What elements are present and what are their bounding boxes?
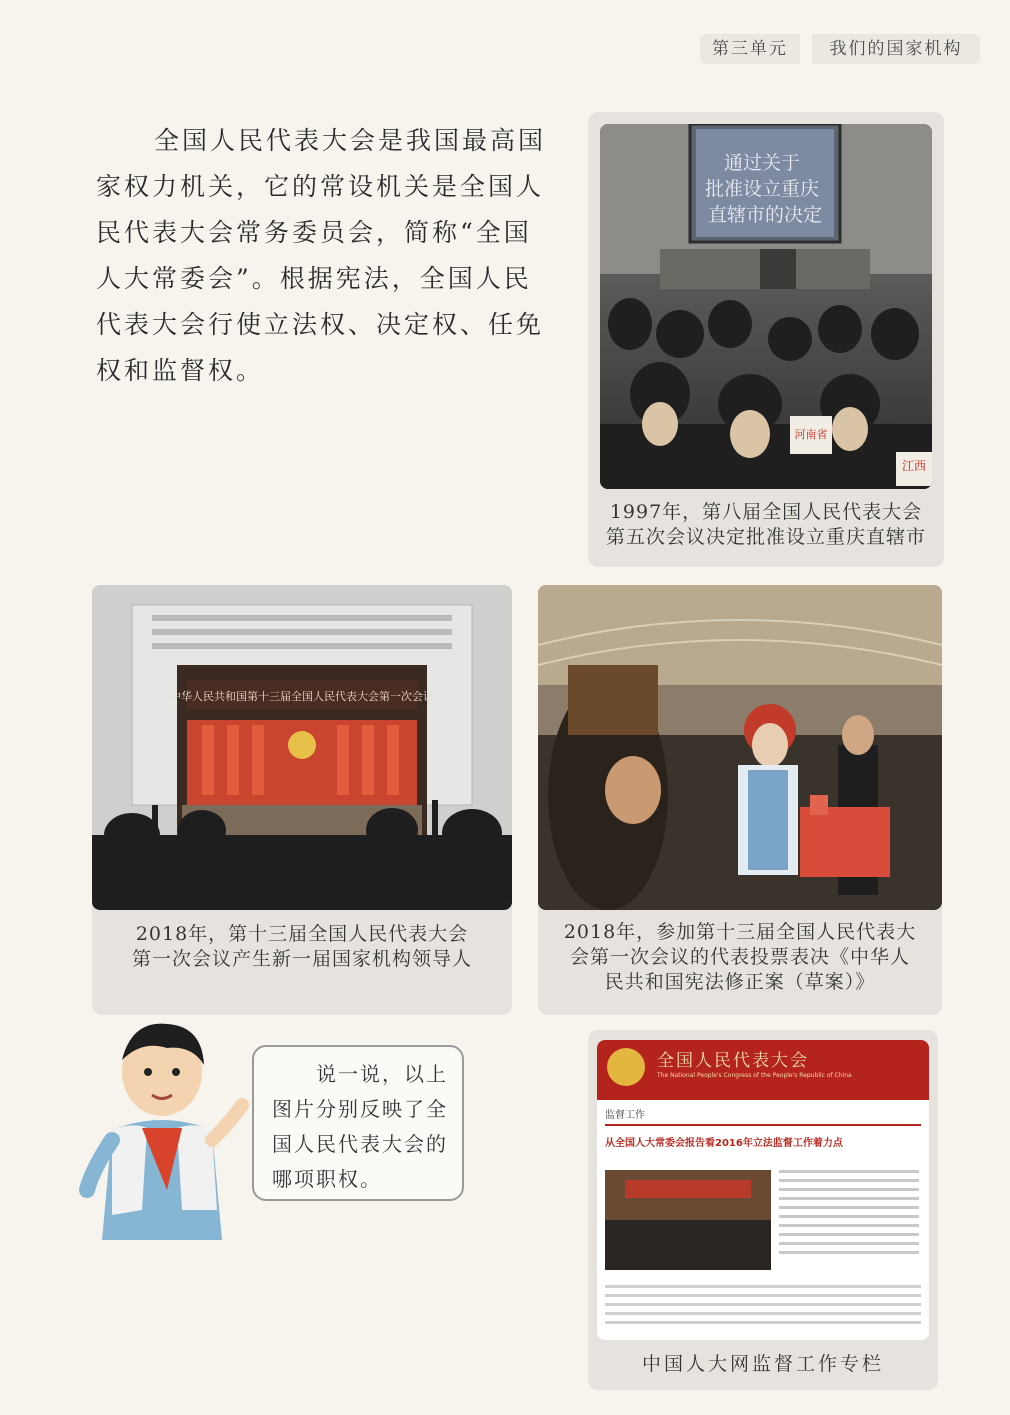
caption-2018-hall xyxy=(94,922,510,972)
article-thumbnail xyxy=(605,1170,771,1270)
site-header xyxy=(597,1040,929,1100)
site-subtitle: The National People's Congress of the People's Republic of China xyxy=(657,1072,852,1079)
student-illustration xyxy=(72,1010,252,1245)
npc-website-screenshot xyxy=(597,1040,929,1340)
photo-2018-hall xyxy=(92,585,512,910)
speech-bubble xyxy=(252,1045,464,1201)
section-title: 监督工作 xyxy=(605,1106,921,1126)
site-title: 全国人民代表大会 xyxy=(657,1051,809,1071)
chapter-title: 我们的国家机构 xyxy=(812,34,980,64)
site-emblem-icon xyxy=(607,1048,645,1086)
screen-text: 通过关于 批准设立重庆 直辖市的决定 xyxy=(704,152,823,226)
caption-2018-vote-line1: 2018年，参加第十三届全国人民代表大 xyxy=(563,921,917,943)
hall-banner: 中华人民共和国第十三届全国人民代表大会第一次会议 xyxy=(170,690,434,703)
caption-1997-line1: 1997年，第八届全国人民代表大会 xyxy=(609,501,923,523)
article-list-bottom xyxy=(605,1285,921,1330)
caption-2018-vote-line3: 民共和国宪法修正案（草案）》 xyxy=(604,971,876,993)
photo-2018-hall-illustration xyxy=(92,585,512,910)
boy-figure-icon xyxy=(72,1010,252,1245)
caption-website: 中国人大网监督工作专栏 xyxy=(641,1353,884,1375)
photo-1997-illustration xyxy=(600,124,932,489)
caption-2018-vote xyxy=(540,920,940,995)
sign-henan: 河南省 xyxy=(794,428,828,441)
intro-paragraph: 全国人民代表大会是我国最高国家权力机关，它的常设机关是全国人民代表大会常务委员会，简称“全国人大常委会”。根据宪法，全国人民代表大会行使立法权、决定权、任免权和监督权。 xyxy=(96,126,547,385)
sign-jiangxi: 江西 xyxy=(901,459,927,473)
caption-2018-vote-line2: 会第一次会议的代表投票表决《中华人 xyxy=(569,946,910,968)
unit-label: 第三单元 xyxy=(700,34,800,64)
caption-2018-hall-line1: 2018年，第十三届全国人民代表大会 xyxy=(135,923,469,945)
caption-2018-hall-line2: 第一次会议产生新一届国家机构领导人 xyxy=(131,948,472,970)
caption-1997-line2: 第五次会议决定批准设立重庆直辖市 xyxy=(605,526,926,548)
photo-1997-session xyxy=(600,124,932,489)
article-list xyxy=(779,1170,919,1260)
photo-2018-vote xyxy=(538,585,942,910)
article-headline: 从全国人大常委会报告看2016年立法监督工作着力点 xyxy=(605,1138,843,1149)
discussion-prompt: 说一说，以上图片分别反映了全国人民代表大会的哪项职权。 xyxy=(272,1062,448,1191)
caption-1997 xyxy=(590,500,942,550)
photo-2018-vote-illustration xyxy=(538,585,942,910)
